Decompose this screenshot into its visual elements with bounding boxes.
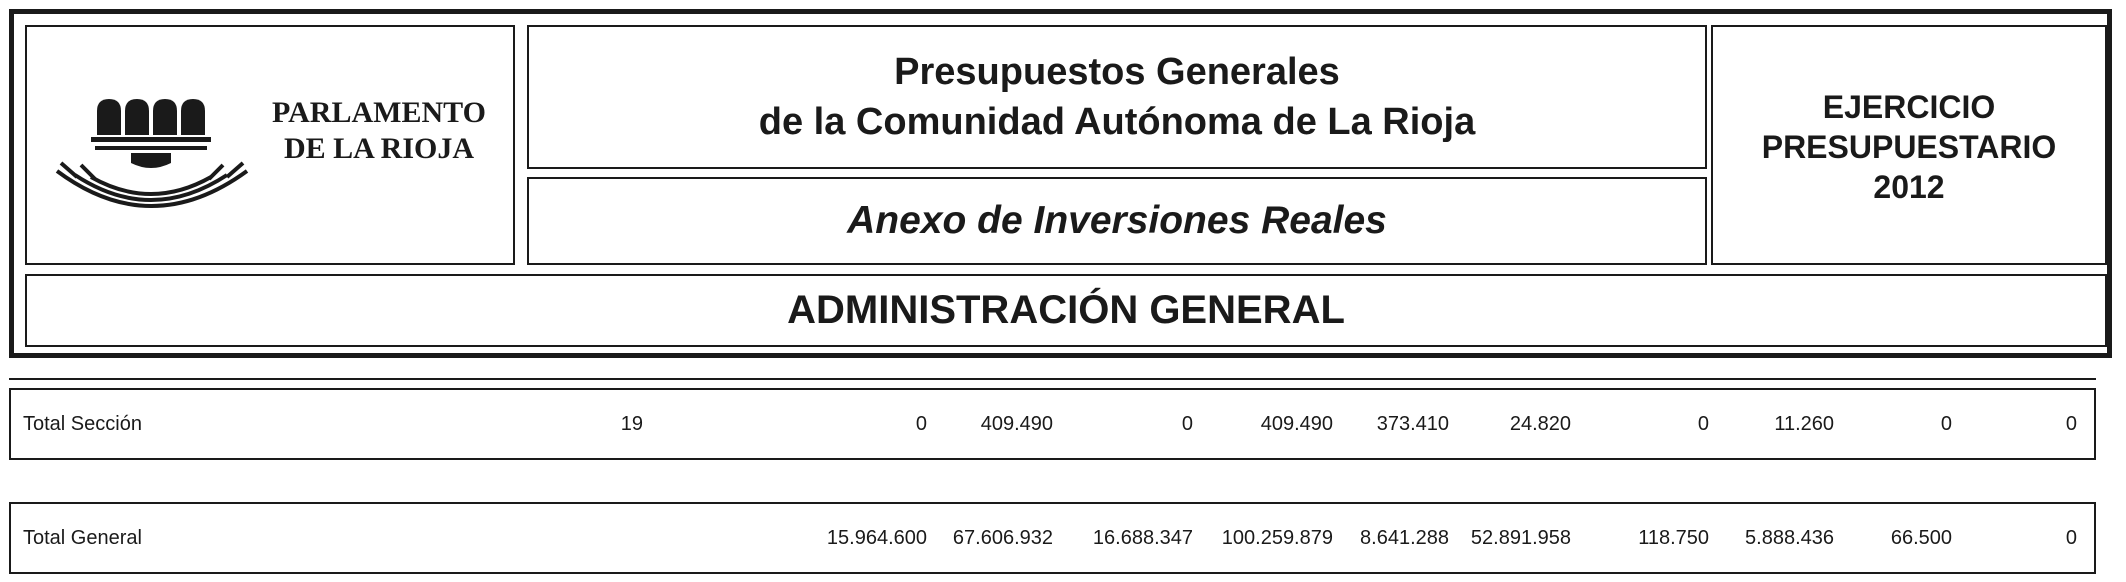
row-value-1: 15.964.600 bbox=[826, 526, 927, 549]
section-title: ADMINISTRACIÓN GENERAL bbox=[787, 288, 1345, 332]
row-value-3: 0 bbox=[1181, 412, 1193, 435]
table-top-rule bbox=[9, 378, 2096, 380]
section-box bbox=[25, 274, 2107, 347]
row-code bbox=[571, 504, 643, 572]
row-value-4: 409.490 bbox=[1260, 412, 1333, 435]
title-line2: de la Comunidad Autónoma de La Rioja bbox=[758, 101, 1476, 143]
row-value-10: 0 bbox=[2065, 526, 2077, 549]
fiscal-year-box bbox=[1711, 25, 2107, 265]
row-value-10: 0 bbox=[2065, 412, 2077, 435]
year-line1: EJERCICIO bbox=[1822, 89, 1996, 125]
row-value-9: 0 bbox=[1940, 412, 1952, 435]
parliament-name bbox=[249, 95, 509, 167]
row-value-2: 409.490 bbox=[980, 412, 1053, 435]
row-value-6: 24.820 bbox=[1509, 412, 1571, 435]
parliament-logo-box bbox=[25, 25, 515, 265]
row-code: 19 bbox=[620, 412, 643, 435]
title-box bbox=[527, 25, 1707, 169]
row-value-8: 5.888.436 bbox=[1745, 526, 1834, 549]
document-subtitle: Anexo de Inversiones Reales bbox=[847, 199, 1387, 242]
row-value-7: 0 bbox=[1697, 412, 1709, 435]
row-value-7: 118.750 bbox=[1638, 526, 1709, 549]
row-value-5: 373.410 bbox=[1376, 412, 1449, 435]
row-value-1: 0 bbox=[915, 412, 927, 435]
page-title bbox=[759, 47, 1475, 147]
row-value-2: 67.606.932 bbox=[952, 526, 1053, 549]
row-label: Total Sección bbox=[23, 412, 142, 435]
row-value-4: 100.259.879 bbox=[1221, 526, 1333, 549]
row-value-9: 66.500 bbox=[1890, 526, 1952, 549]
table-row bbox=[9, 388, 2096, 460]
parliament-name-line1: PARLAMENTO bbox=[272, 96, 486, 129]
year-line2: PRESUPUESTARIO bbox=[1761, 129, 2057, 165]
parliament-name-line2: DE LA RIOJA bbox=[283, 132, 475, 165]
year-line3: 2012 bbox=[1873, 169, 1945, 205]
table-row bbox=[9, 502, 2096, 574]
parliament-logo-icon bbox=[55, 91, 249, 221]
fiscal-year bbox=[1762, 87, 2057, 207]
title-line1: Presupuestos Generales bbox=[894, 51, 1340, 93]
row-value-3: 16.688.347 bbox=[1092, 526, 1193, 549]
row-value-8: 11.260 bbox=[1774, 412, 1834, 435]
subtitle-box bbox=[527, 177, 1707, 265]
row-label: Total General bbox=[23, 526, 142, 549]
row-value-6: 52.891.958 bbox=[1470, 526, 1571, 549]
row-value-5: 8.641.288 bbox=[1360, 526, 1449, 549]
